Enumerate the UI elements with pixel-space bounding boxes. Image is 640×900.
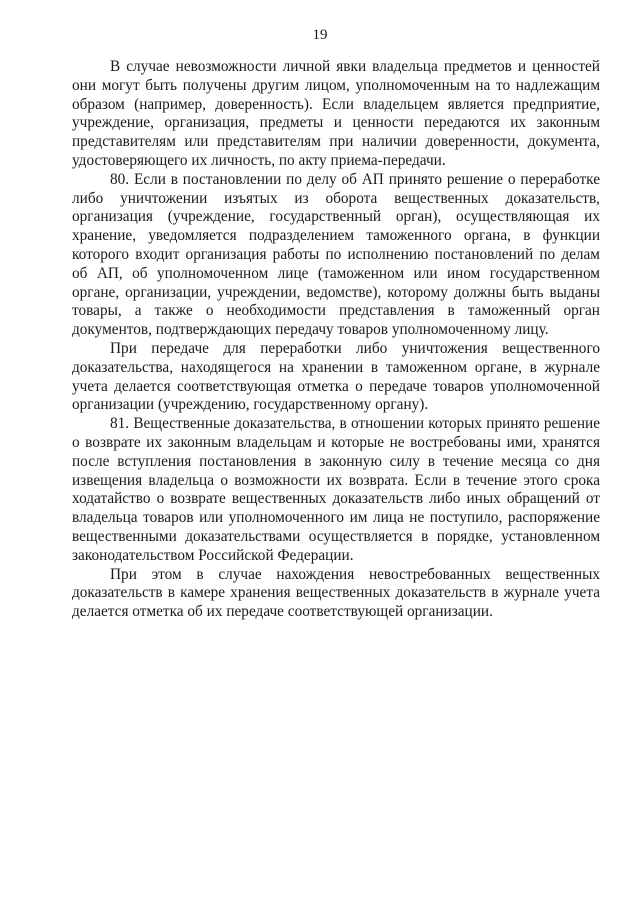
document-body bbox=[72, 58, 600, 622]
page-number: 19 bbox=[312, 27, 328, 43]
paragraph-unclaimed-evidence: При этом в случае нахождения невостребованных вещественных доказательств в камере хранения вещественных доказательств в журнале учета делается отметка об их передаче соответствующей организации. bbox=[72, 565, 600, 621]
paragraph-item-81: 81. Вещественные доказательства, в отношении которых принято решение о возврате их законным владельцам и которые не востребованы ими, хранятся после вступления постановления в законную силу в течение месяца со дня извещения владельца о возможности их возврата. Если в течение этого срока ходатайство о возврате вещественных доказательств либо иных обращений от владельца товаров или уполномоченного им лица не поступило, распоряжение вещественными доказательствами осуществляется в порядке, установленном законодательством Российской Федерации. bbox=[72, 415, 600, 564]
paragraph-transfer-record: При передаче для переработки либо уничтожения вещественного доказательства, находящегося на хранении в таможенном органе, в журнале учета делается соответствующая отметка о передаче товаров уполномоченной организации (учреждению, государственному органу). bbox=[72, 339, 600, 414]
paragraph-item-80: 80. Если в постановлении по делу об АП принято решение о переработке либо уничтожении изъятых из оборота вещественных доказательств, организация (учреждение, государственный орган), осуществляющая их хранение, уведомляется подразделением таможенного органа, в функции которого входит организация работы по исполнению постановлений по делам об АП, об уполномоченном лице (таможенном или ином государственном органе, организации, учреждении, ведомстве), которому должны быть выданы товары, а также о необходимости представления в таможенный орган документов, подтверждающих передачу товаров уполномоченному лицу. bbox=[72, 170, 600, 339]
paragraph-personal-appearance: В случае невозможности личной явки владельца предметов и ценностей они могут быть получены другим лицом, уполномоченным на то надлежащим образом (например, доверенность). Если владельцем является предприятие, учреждение, организация, предметы и ценности передаются их законным представителям или представителям при наличии доверенности, документа, удостоверяющего их личность, по акту приема-передачи. bbox=[72, 58, 600, 169]
